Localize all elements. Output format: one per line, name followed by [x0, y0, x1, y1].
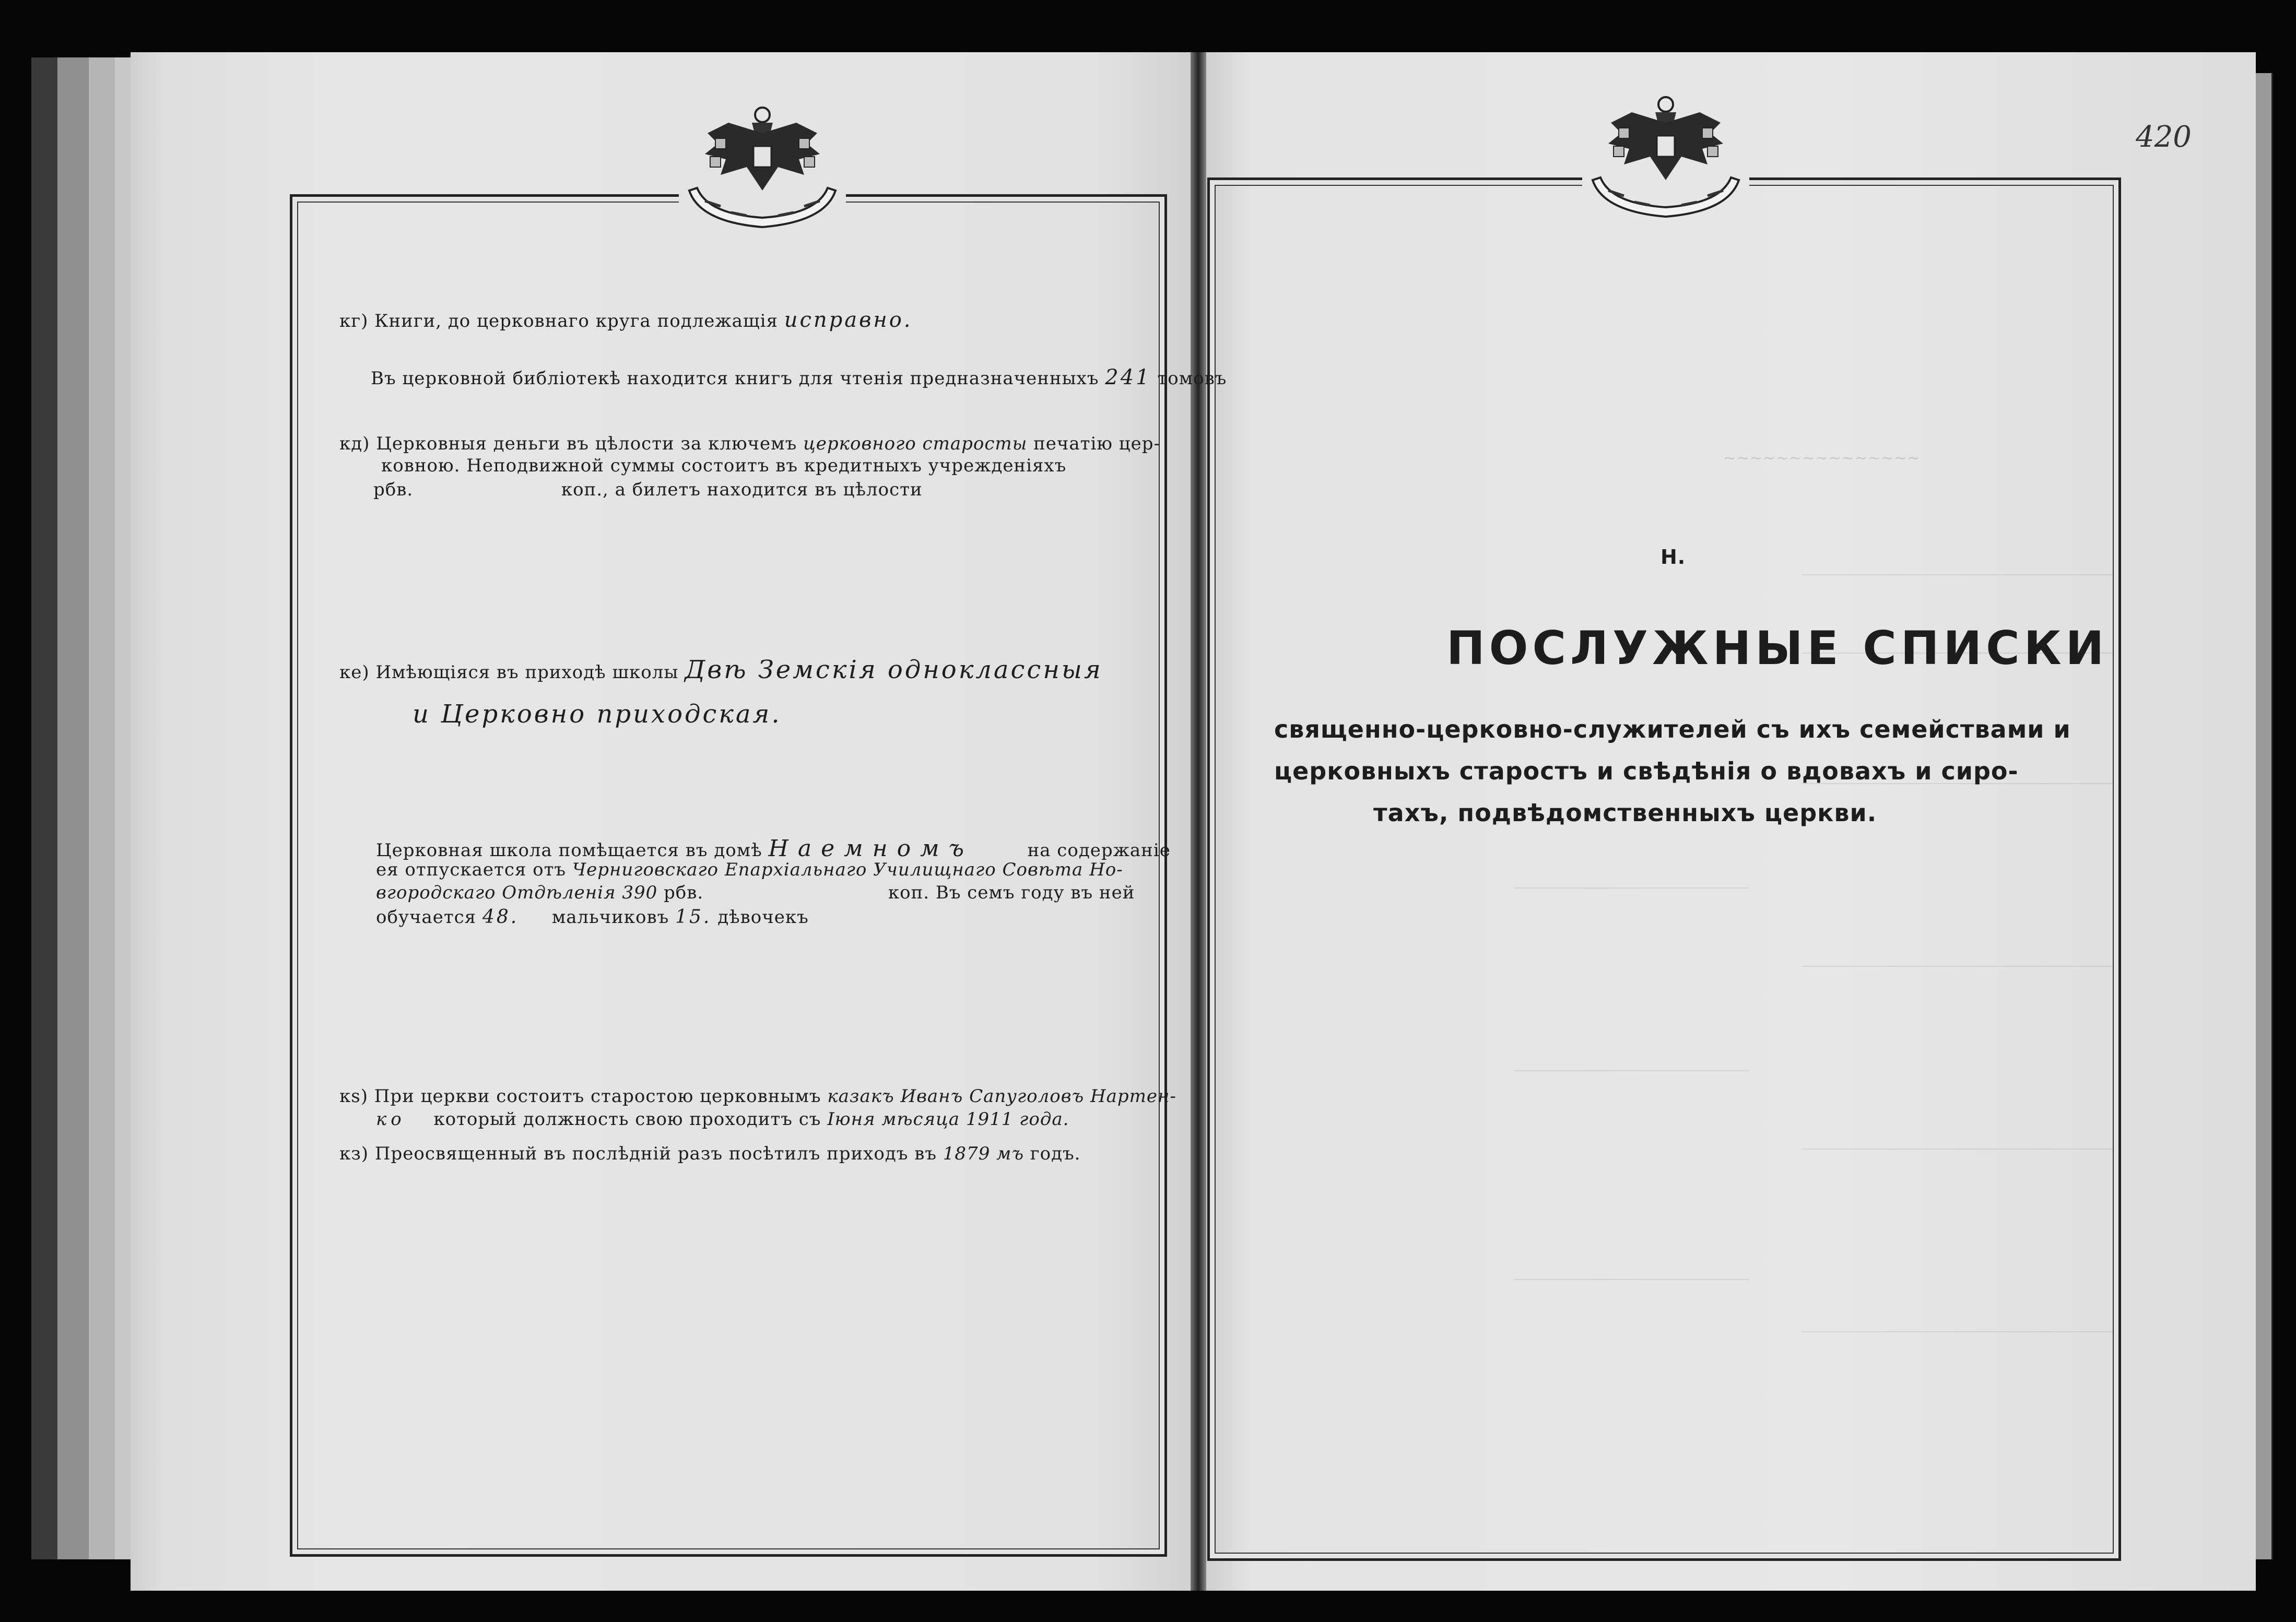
item-marker: кг)	[339, 311, 369, 331]
right-page-border	[1207, 177, 2121, 1561]
item-text: рбв.	[373, 479, 414, 500]
handwritten-entry: 241	[1105, 365, 1151, 389]
item-ke-line1	[339, 655, 1103, 684]
section-title: ПОСЛУЖНЫЕ СПИСКИ	[1446, 621, 2109, 675]
item-text: Церковная школа помѣщается въ домѣ	[376, 840, 762, 861]
item-kd-line3	[373, 479, 923, 500]
handwritten-entry: Іюня мѣсяца 1911 года.	[827, 1109, 1069, 1130]
item-text: рбв.	[664, 882, 704, 903]
item-text: коп. Въ семъ году въ ней	[888, 882, 1135, 903]
library-suffix: томовъ	[1157, 368, 1227, 389]
item-kz	[339, 1143, 1080, 1164]
school-line2	[376, 859, 1123, 880]
section-subtitle-line: священно-церковно-служителей съ ихъ семействами и	[1274, 715, 2071, 743]
item-text: Преосвященный въ послѣдній разъ посѣтилъ приходъ въ	[374, 1143, 937, 1164]
item-marker: ке)	[339, 662, 370, 683]
page-number: 420	[2136, 120, 2192, 154]
item-kd-line1	[339, 433, 1160, 454]
handwritten-entry: 1879 мъ	[943, 1143, 1024, 1164]
handwritten-entry: 15.	[675, 906, 712, 928]
item-marker: кз)	[339, 1143, 369, 1164]
item-ks-line1	[339, 1086, 1176, 1107]
handwritten-entry: и Церковно приходская.	[413, 700, 782, 729]
item-ks-line2	[376, 1109, 1069, 1130]
section-subtitle-line: церковныхъ старостъ и свѣдѣнія о вдовахъ и сиро-	[1274, 757, 2019, 785]
handwritten-entry: Наемномъ	[768, 835, 973, 862]
item-text: мальчиковъ	[551, 907, 669, 928]
item-text: Церковныя деньги въ цѣлости за ключемъ	[376, 433, 797, 454]
item-text: Имѣющіяся въ приходѣ школы	[375, 662, 679, 683]
handwritten-entry: церковного старосты	[803, 433, 1028, 454]
handwritten-entry: вгородскаго Отдѣленія 390	[376, 882, 658, 903]
item-text: годъ.	[1030, 1143, 1081, 1164]
item-text: печатію цер-	[1033, 433, 1161, 454]
handwritten-entry: Двѣ Земскія одноклассныя	[685, 655, 1103, 684]
handwritten-entry: казакъ Иванъ Сапуголовъ Нартен-	[827, 1086, 1176, 1107]
item-kd-line2	[381, 455, 1066, 476]
item-marker: кд)	[339, 433, 370, 454]
item-marker: кѕ)	[339, 1086, 368, 1107]
item-text: который должность свою проходитъ съ	[433, 1109, 821, 1130]
item-text: Книги, до церковнаго круга подлежащія	[374, 311, 778, 331]
bleed-through: ~~~~~~~~~~~~~~~	[1723, 449, 1921, 467]
handwritten-entry: ко	[376, 1109, 406, 1130]
school-line4	[376, 906, 809, 928]
item-text: обучается	[376, 907, 477, 928]
section-subtitle-line: тахъ, подвѣдомственныхъ церкви.	[1373, 799, 1877, 827]
imperial-eagle-crest-icon	[1582, 91, 1749, 227]
library-line	[371, 365, 1227, 389]
handwritten-entry: исправно.	[784, 308, 913, 332]
school-line1	[376, 835, 1171, 862]
item-text: коп., а билетъ находится въ цѣлости	[561, 479, 923, 500]
item-text: При церкви состоитъ старостою церковнымъ	[374, 1086, 821, 1107]
item-text: на содержаніе	[1027, 840, 1171, 861]
item-kg	[339, 308, 913, 332]
handwritten-entry: 48.	[482, 906, 519, 928]
section-marker: Н.	[1661, 546, 1686, 569]
item-text: ея отпускается отъ	[376, 859, 567, 880]
book-spine	[1191, 52, 1206, 1591]
library-text: Въ церковной библіотекѣ находится книгъ для чтенія предназначенныхъ	[371, 368, 1099, 389]
imperial-eagle-crest-icon	[679, 102, 846, 238]
item-text: дѣвочекъ	[717, 907, 809, 928]
handwritten-entry: Черниговскаго Епархіальнаго Училищнаго Совѣта Но-	[572, 859, 1123, 880]
item-text: ковною. Неподвижной суммы состоитъ въ кредитныхъ учрежденіяхъ	[381, 455, 1067, 476]
school-line3	[376, 882, 1135, 903]
